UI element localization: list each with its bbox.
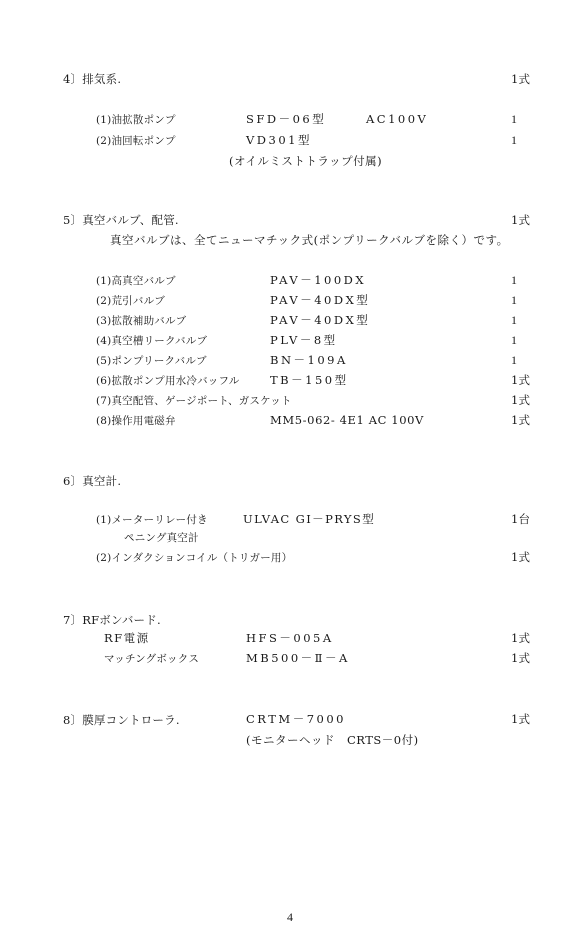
- item-label: (1)メーターリレー付き: [96, 514, 208, 526]
- item-model: SFD－06型: [246, 112, 327, 126]
- item-label: (2)荒引バルブ: [96, 295, 165, 307]
- section-7-heading: 7〕RFボンバード.: [63, 613, 161, 627]
- item-label: (7)真空配管、ゲージポート、ガスケット: [96, 395, 292, 407]
- item-quantity: 1: [511, 133, 518, 147]
- section-8-note: (モニターヘッド CRTS－0付): [246, 733, 419, 747]
- item-quantity: 1: [511, 112, 518, 126]
- item-label: (5)ポンプリークバルブ: [96, 355, 207, 367]
- section-8-heading: 8〕膜厚コントローラ.: [63, 713, 180, 727]
- item-label: (4)真空槽リークバルブ: [96, 335, 208, 347]
- item-model: HFS－005A: [246, 631, 334, 645]
- item-label: (3)拡散補助バルブ: [96, 315, 187, 327]
- item-model: PAV－100DX: [270, 273, 367, 287]
- section-5-heading: 5〕真空バルブ、配管.: [63, 213, 179, 227]
- page-number: 4: [287, 910, 294, 924]
- section-5-note: 真空バルブは、全てニューマチック式(ポンプリークバルブを除く）です。: [110, 233, 509, 247]
- item-model: ULVAC GI－PRYS型: [243, 512, 376, 526]
- item-quantity: 1式: [511, 651, 531, 665]
- item-label: (8)操作用電磁弁: [96, 415, 176, 427]
- item-quantity: 1: [511, 333, 518, 347]
- item-label-continued: ペニング真空計: [124, 532, 199, 544]
- section-4-heading: 4〕排気系.: [63, 72, 122, 86]
- item-label: (2)油回転ポンプ: [96, 135, 176, 147]
- item-quantity: 1: [511, 293, 518, 307]
- item-quantity: 1式: [511, 413, 531, 427]
- item-label: マッチングボックス: [104, 653, 200, 665]
- item-model: MB500－Ⅱ－A: [246, 651, 350, 665]
- section-8-model: CRTM－7000: [246, 712, 346, 726]
- item-quantity: 1式: [511, 373, 531, 387]
- item-model: PLV－8型: [270, 333, 338, 347]
- item-quantity: 1式: [511, 631, 531, 645]
- item-quantity: 1台: [511, 512, 531, 526]
- item-quantity: 1式: [511, 393, 531, 407]
- item-quantity: 1式: [511, 550, 531, 564]
- item-quantity: 1: [511, 353, 518, 367]
- item-spec: AC100V: [366, 112, 429, 126]
- item-model: PAV－40DX型: [270, 293, 371, 307]
- section-5-quantity: 1式: [511, 213, 531, 227]
- item-label: RF電源: [104, 631, 150, 645]
- item-quantity: 1: [511, 273, 518, 287]
- item-label: (1)高真空バルブ: [96, 275, 176, 287]
- item-quantity: 1: [511, 313, 518, 327]
- item-model: VD301型: [246, 133, 312, 147]
- section-4-quantity: 1式: [511, 72, 531, 86]
- item-model: TB－150型: [270, 373, 349, 387]
- section-6-heading: 6〕真空計.: [63, 474, 122, 488]
- section-8-quantity: 1式: [511, 712, 531, 726]
- section-4-note: (オイルミストトラップ付属): [229, 154, 383, 168]
- item-model: PAV－40DX型: [270, 313, 371, 327]
- item-label: (2)インダクションコイル（トリガー用）: [96, 552, 293, 564]
- item-model: BN－109A: [270, 353, 348, 367]
- item-model: MM5-062- 4E1 AC 100V: [270, 413, 424, 427]
- item-label: (6)拡散ポンプ用水冷バッフル: [96, 375, 240, 387]
- item-label: (1)油拡散ポンプ: [96, 114, 176, 126]
